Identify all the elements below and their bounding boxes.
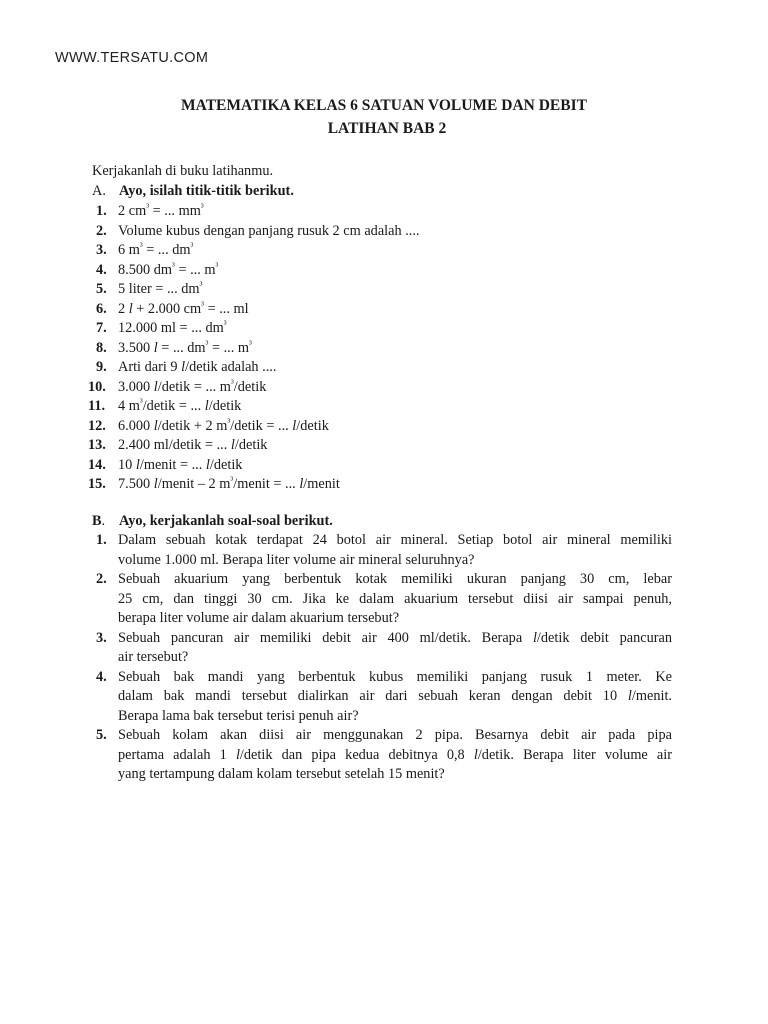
problem-text-line: Sebuah pancuran air memiliki debit air 400 ml/detik. Berapa l/detik debit pancuran bbox=[118, 629, 672, 646]
item-number: 13. bbox=[88, 437, 106, 453]
item-text: 7.500 l/menit – 2 $m^{^3}$/menit = ... l/menit bbox=[118, 476, 340, 492]
item-text: Arti dari 9 l/detik adalah .... bbox=[118, 359, 277, 375]
problem-number: 4. bbox=[96, 668, 107, 685]
problem-text-line: Berapa lama bak tersebut terisi penuh air? bbox=[118, 707, 359, 724]
problem-text-line: Sebuah bak mandi yang berbentuk kubus memiliki panjang rusuk 1 meter. Ke bbox=[118, 668, 672, 685]
site-url: WWW.TERSATU.COM bbox=[55, 50, 209, 66]
problem-text-line: 25 cm, dan tinggi 30 cm. Jika ke dalam akuarium tersebut diisi air sampai penuh, bbox=[118, 590, 672, 607]
item-number: 7. bbox=[96, 320, 107, 336]
problem-text-line: Sebuah kolam akan diisi air menggunakan 2 pipa. Besarnya debit air pada pipa bbox=[118, 727, 672, 743]
item-text: 2 l + 2.000 $cm^{^3}$ = ... ml bbox=[118, 300, 249, 317]
section-a-letter: A bbox=[92, 183, 103, 199]
problem-number: 3. bbox=[96, 629, 107, 646]
item-text: 10 l/menit = ... l/detik bbox=[118, 456, 243, 473]
item-text: 5 liter = ... $dm^{^3}$ bbox=[118, 281, 203, 297]
section-b-header: B. Ayo, kerjakanlah soal-soal berikut. bbox=[92, 512, 105, 532]
section-a-header: A. Ayo, isilah titik-titik berikut. bbox=[92, 182, 106, 202]
item-number: 3. bbox=[96, 242, 107, 258]
item-text: 12.000 ml = ... $dm^{^3}$ bbox=[118, 320, 227, 336]
item-text: 6 $m^{^3}$ = ... $dm^{^3}$ bbox=[118, 242, 194, 258]
problem-text-line: pertama adalah 1 l/detik dan pipa kedua debitnya 0,8 l/detik. Berapa liter volume air bbox=[118, 746, 673, 763]
item-number: 11. bbox=[88, 398, 106, 414]
section-b-heading: Ayo, kerjakanlah soal-soal berikut. bbox=[119, 513, 333, 529]
problem-text-line: dalam bak mandi tersebut dialirkan air dari sebuah keran dengan debit 10 l/menit. bbox=[118, 688, 672, 704]
item-number: 15. bbox=[88, 476, 106, 492]
item-number: 10. bbox=[88, 378, 106, 395]
problem-text-line: berapa liter volume air dalam akuarium tersebut? bbox=[118, 610, 400, 626]
problem-number: 5. bbox=[96, 727, 107, 743]
item-text: 2 $cm^{^3}$ = ... $mm^{^3}$ bbox=[118, 203, 204, 219]
item-number: 6. bbox=[96, 300, 107, 317]
title-line-1: MATEMATIKA KELAS 6 SATUAN VOLUME DAN DEBIT bbox=[181, 97, 587, 114]
problem-text-line: air tersebut? bbox=[118, 649, 189, 665]
item-text: 3.500 l = ... $dm^{^3}$ = ... $m^{^3}$ bbox=[118, 339, 252, 356]
problem-number: 1. bbox=[96, 532, 107, 548]
title-line-2: LATIHAN BAB 2 bbox=[327, 120, 447, 137]
item-text: 4 $m^{^3}$/detik = ... l/detik bbox=[118, 398, 242, 414]
item-number: 1. bbox=[96, 203, 107, 219]
item-text: 3.000 l/detik = ... $m^{^3}$/detik bbox=[118, 378, 267, 395]
item-number: 8. bbox=[96, 339, 107, 356]
section-a-heading: Ayo, isilah titik-titik berikut. bbox=[119, 183, 294, 199]
item-text: 2.400 ml/detik = ... l/detik bbox=[118, 437, 268, 453]
item-text: Volume kubus dengan panjang rusuk 2 cm adalah .... bbox=[118, 222, 420, 239]
item-number: 12. bbox=[88, 417, 106, 434]
problem-text-line: Dalam sebuah kotak terdapat 24 botol air mineral. Setiap botol air mineral memiliki bbox=[118, 532, 672, 548]
item-number: 14. bbox=[88, 456, 106, 473]
item-number: 4. bbox=[96, 261, 107, 278]
section-b-letter: B bbox=[92, 513, 102, 529]
item-number: 5. bbox=[96, 281, 107, 297]
intro-text: Kerjakanlah di buku latihanmu. bbox=[92, 163, 274, 179]
problem-number: 2. bbox=[96, 571, 107, 587]
problem-text-line: yang tertampung dalam kolam tersebut setelah 15 menit? bbox=[118, 766, 445, 782]
problem-text-line: volume 1.000 ml. Berapa liter volume air mineral seluruhnya? bbox=[118, 551, 475, 568]
problem-text-line: Sebuah akuarium yang berbentuk kotak memiliki ukuran panjang 30 cm, lebar bbox=[118, 571, 672, 587]
item-number: 9. bbox=[96, 359, 107, 375]
item-text: 8.500 $dm^{^3}$ = ... $m^{^3}$ bbox=[118, 261, 219, 278]
item-number: 2. bbox=[96, 222, 107, 239]
item-text: 6.000 l/detik + 2 $m^{^3}$/detik = ... l/detik bbox=[118, 417, 329, 434]
